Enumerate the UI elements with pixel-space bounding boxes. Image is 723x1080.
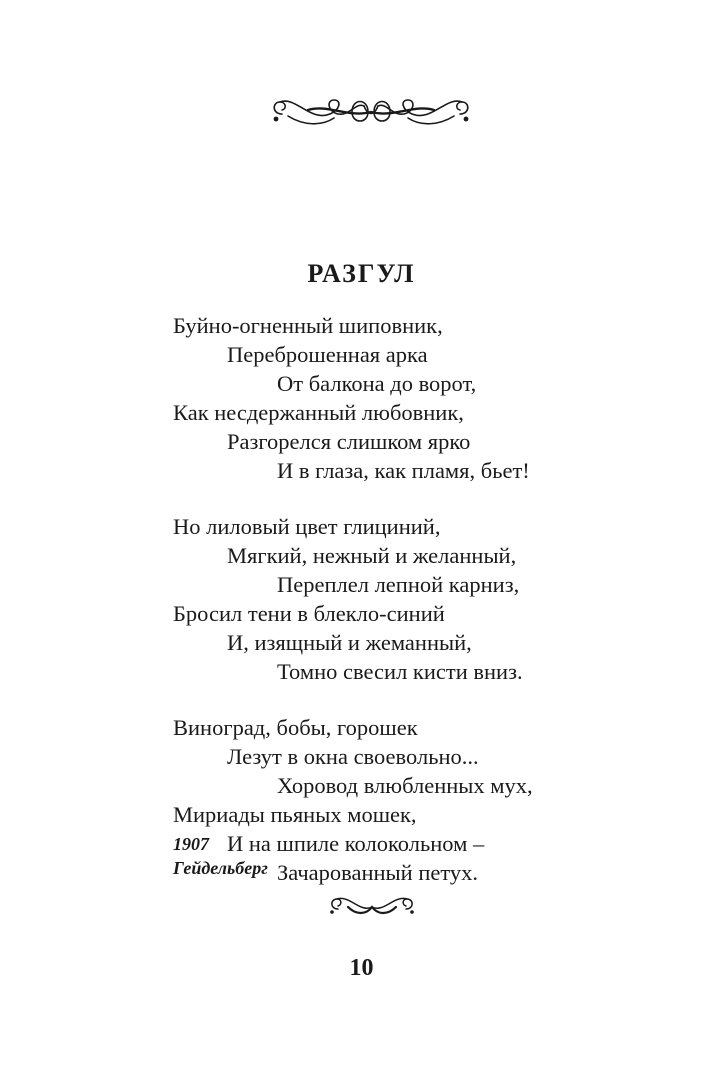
poem-title: РАЗГУЛ (307, 259, 416, 288)
poem-line: Переброшенная арка (227, 342, 428, 367)
poem-line: Переплел лепной карниз, (277, 572, 520, 597)
poem-line: Буйно-огненный шиповник, (173, 313, 443, 338)
poem-line: Хоровод влюбленных мух, (277, 773, 533, 798)
poem-line: Но лиловый цвет глициний, (173, 514, 441, 539)
stanza-2 (173, 512, 673, 686)
poem-line: Как несдержанный любовник, (173, 400, 464, 425)
poem-line: И на шпиле колокольном – (227, 831, 485, 856)
page-number: 10 (349, 955, 374, 981)
poem-line: Виноград, бобы, горошек (173, 715, 418, 740)
stanza-1 (173, 311, 673, 485)
poem-line: И, изящный и жеманный, (227, 630, 472, 655)
poem-line: От балкона до ворот, (277, 371, 477, 396)
poem-place: Гейдельберг (173, 858, 268, 878)
poem-line: Мягкий, нежный и желанный, (227, 543, 517, 568)
poem-line: Разгорелся слишком ярко (227, 429, 471, 454)
poem-line: Зачарованный петух. (277, 860, 479, 885)
flourish-ornament-icon (268, 92, 474, 132)
poem-line: И в глаза, как пламя, бьет! (277, 458, 530, 483)
poem-line: Бросил тени в блекло-синий (173, 601, 445, 626)
poem-date: 1907 (173, 834, 209, 854)
poem-line: Мириады пьяных мошек, (173, 802, 417, 827)
small-flourish-ornament-icon (326, 893, 418, 919)
poem-line: Томно свесил кисти вниз. (277, 659, 523, 684)
poem-body (173, 311, 673, 914)
poem-line: Лезут в окна своевольно... (227, 744, 479, 769)
